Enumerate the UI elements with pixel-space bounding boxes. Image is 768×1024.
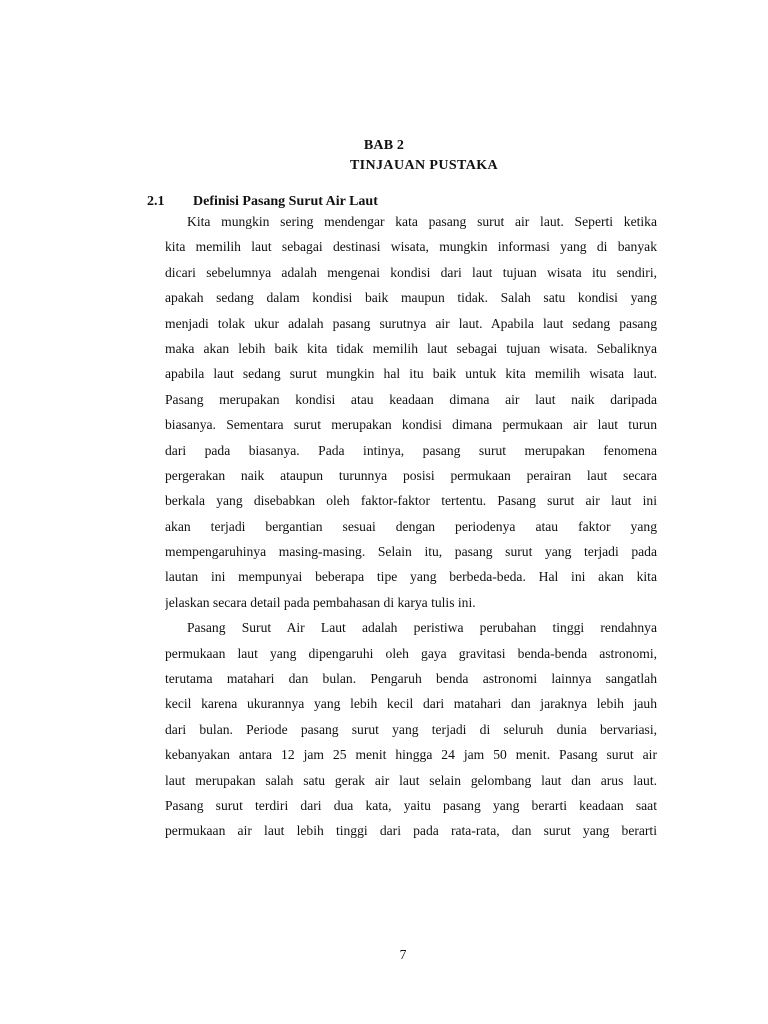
paragraph-1-line: biasanya. Sementara surut merupakan kondisi dimana permukaan air laut turun — [165, 417, 657, 433]
paragraph-2-line: dari bulan. Periode pasang surut yang terjadi di seluruh dunia bervariasi, — [165, 721, 657, 737]
paragraph-1-line: mempengaruhinya masing-masing. Selain itu, pasang surut yang terjadi pada — [165, 544, 657, 560]
section-number: 2.1 — [147, 194, 165, 209]
paragraph-1-line: Kita mungkin sering mendengar kata pasang surut air laut. Seperti ketika — [187, 214, 657, 229]
paragraph-1-line: akan terjadi bergantian sesuai dengan periodenya atau faktor yang — [165, 518, 657, 534]
paragraph-1-line: jelaskan secara detail pada pembahasan di karya tulis ini. — [165, 594, 476, 610]
paragraph-2-line: kecil karena ukurannya yang lebih kecil dari matahari dan jaraknya lebih jauh — [165, 696, 657, 712]
paragraph-1-line: pergerakan naik ataupun turunnya posisi permukaan perairan laut secara — [165, 467, 657, 483]
paragraph-1-line: kita memilih laut sebagai destinasi wisata, mungkin informasi yang di banyak — [165, 239, 657, 255]
paragraph-1-line: berkala yang disebabkan oleh faktor-faktor tertentu. Pasang surut air laut ini — [165, 493, 657, 509]
paragraph-2-line: terutama matahari dan bulan. Pengaruh benda astronomi lainnya sangatlah — [165, 671, 657, 687]
section-heading — [147, 194, 378, 210]
chapter-title: TINJAUAN PUSTAKA — [349, 158, 499, 173]
section-title: Definisi Pasang Surut Air Laut — [193, 194, 378, 209]
paragraph-1-line: dari pada biasanya. Pada intinya, pasang surut merupakan fenomena — [165, 442, 657, 458]
paragraph-2-line: Pasang Surut Air Laut adalah peristiwa perubahan tinggi rendahnya — [187, 620, 657, 636]
page-number: 7 — [399, 947, 407, 962]
paragraph-1-line: lautan ini mempunyai beberapa tipe yang berbeda-beda. Hal ini akan kita — [165, 569, 657, 585]
body-text — [165, 209, 657, 844]
chapter-number: BAB 2 — [363, 138, 405, 153]
paragraph-1-line: Pasang merupakan kondisi atau keadaan dimana air laut naik daripada — [165, 391, 657, 407]
paragraph-2-line: permukaan air laut lebih tinggi dari pada rata-rata, dan surut yang berarti — [165, 823, 657, 839]
paragraph-1-line: menjadi tolak ukur adalah pasang surutnya air laut. Apabila laut sedang pasang — [165, 315, 657, 331]
paragraph-2-line: permukaan laut yang dipengaruhi oleh gaya gravitasi benda-benda astronomi, — [165, 645, 657, 661]
paragraph-1-line: maka akan lebih baik kita tidak memilih laut sebagai tujuan wisata. Sebaliknya — [165, 340, 657, 356]
paragraph-1-line: apabila laut sedang surut mungkin hal itu baik untuk kita memilih wisata laut. — [165, 366, 657, 382]
paragraph-1-line: apakah sedang dalam kondisi baik maupun tidak. Salah satu kondisi yang — [165, 290, 657, 306]
paragraph-2-line: kebanyakan antara 12 jam 25 menit hingga 24 jam 50 menit. Pasang surut air — [165, 747, 657, 763]
paragraph-2-line: laut merupakan salah satu gerak air laut selain gelombang laut dan arus laut. — [165, 772, 657, 788]
paragraph-1-line: dicari sebelumnya adalah mengenai kondisi dari laut tujuan wisata itu sendiri, — [165, 264, 657, 280]
paragraph-2-line: Pasang surut terdiri dari dua kata, yaitu pasang yang berarti keadaan saat — [165, 797, 657, 813]
